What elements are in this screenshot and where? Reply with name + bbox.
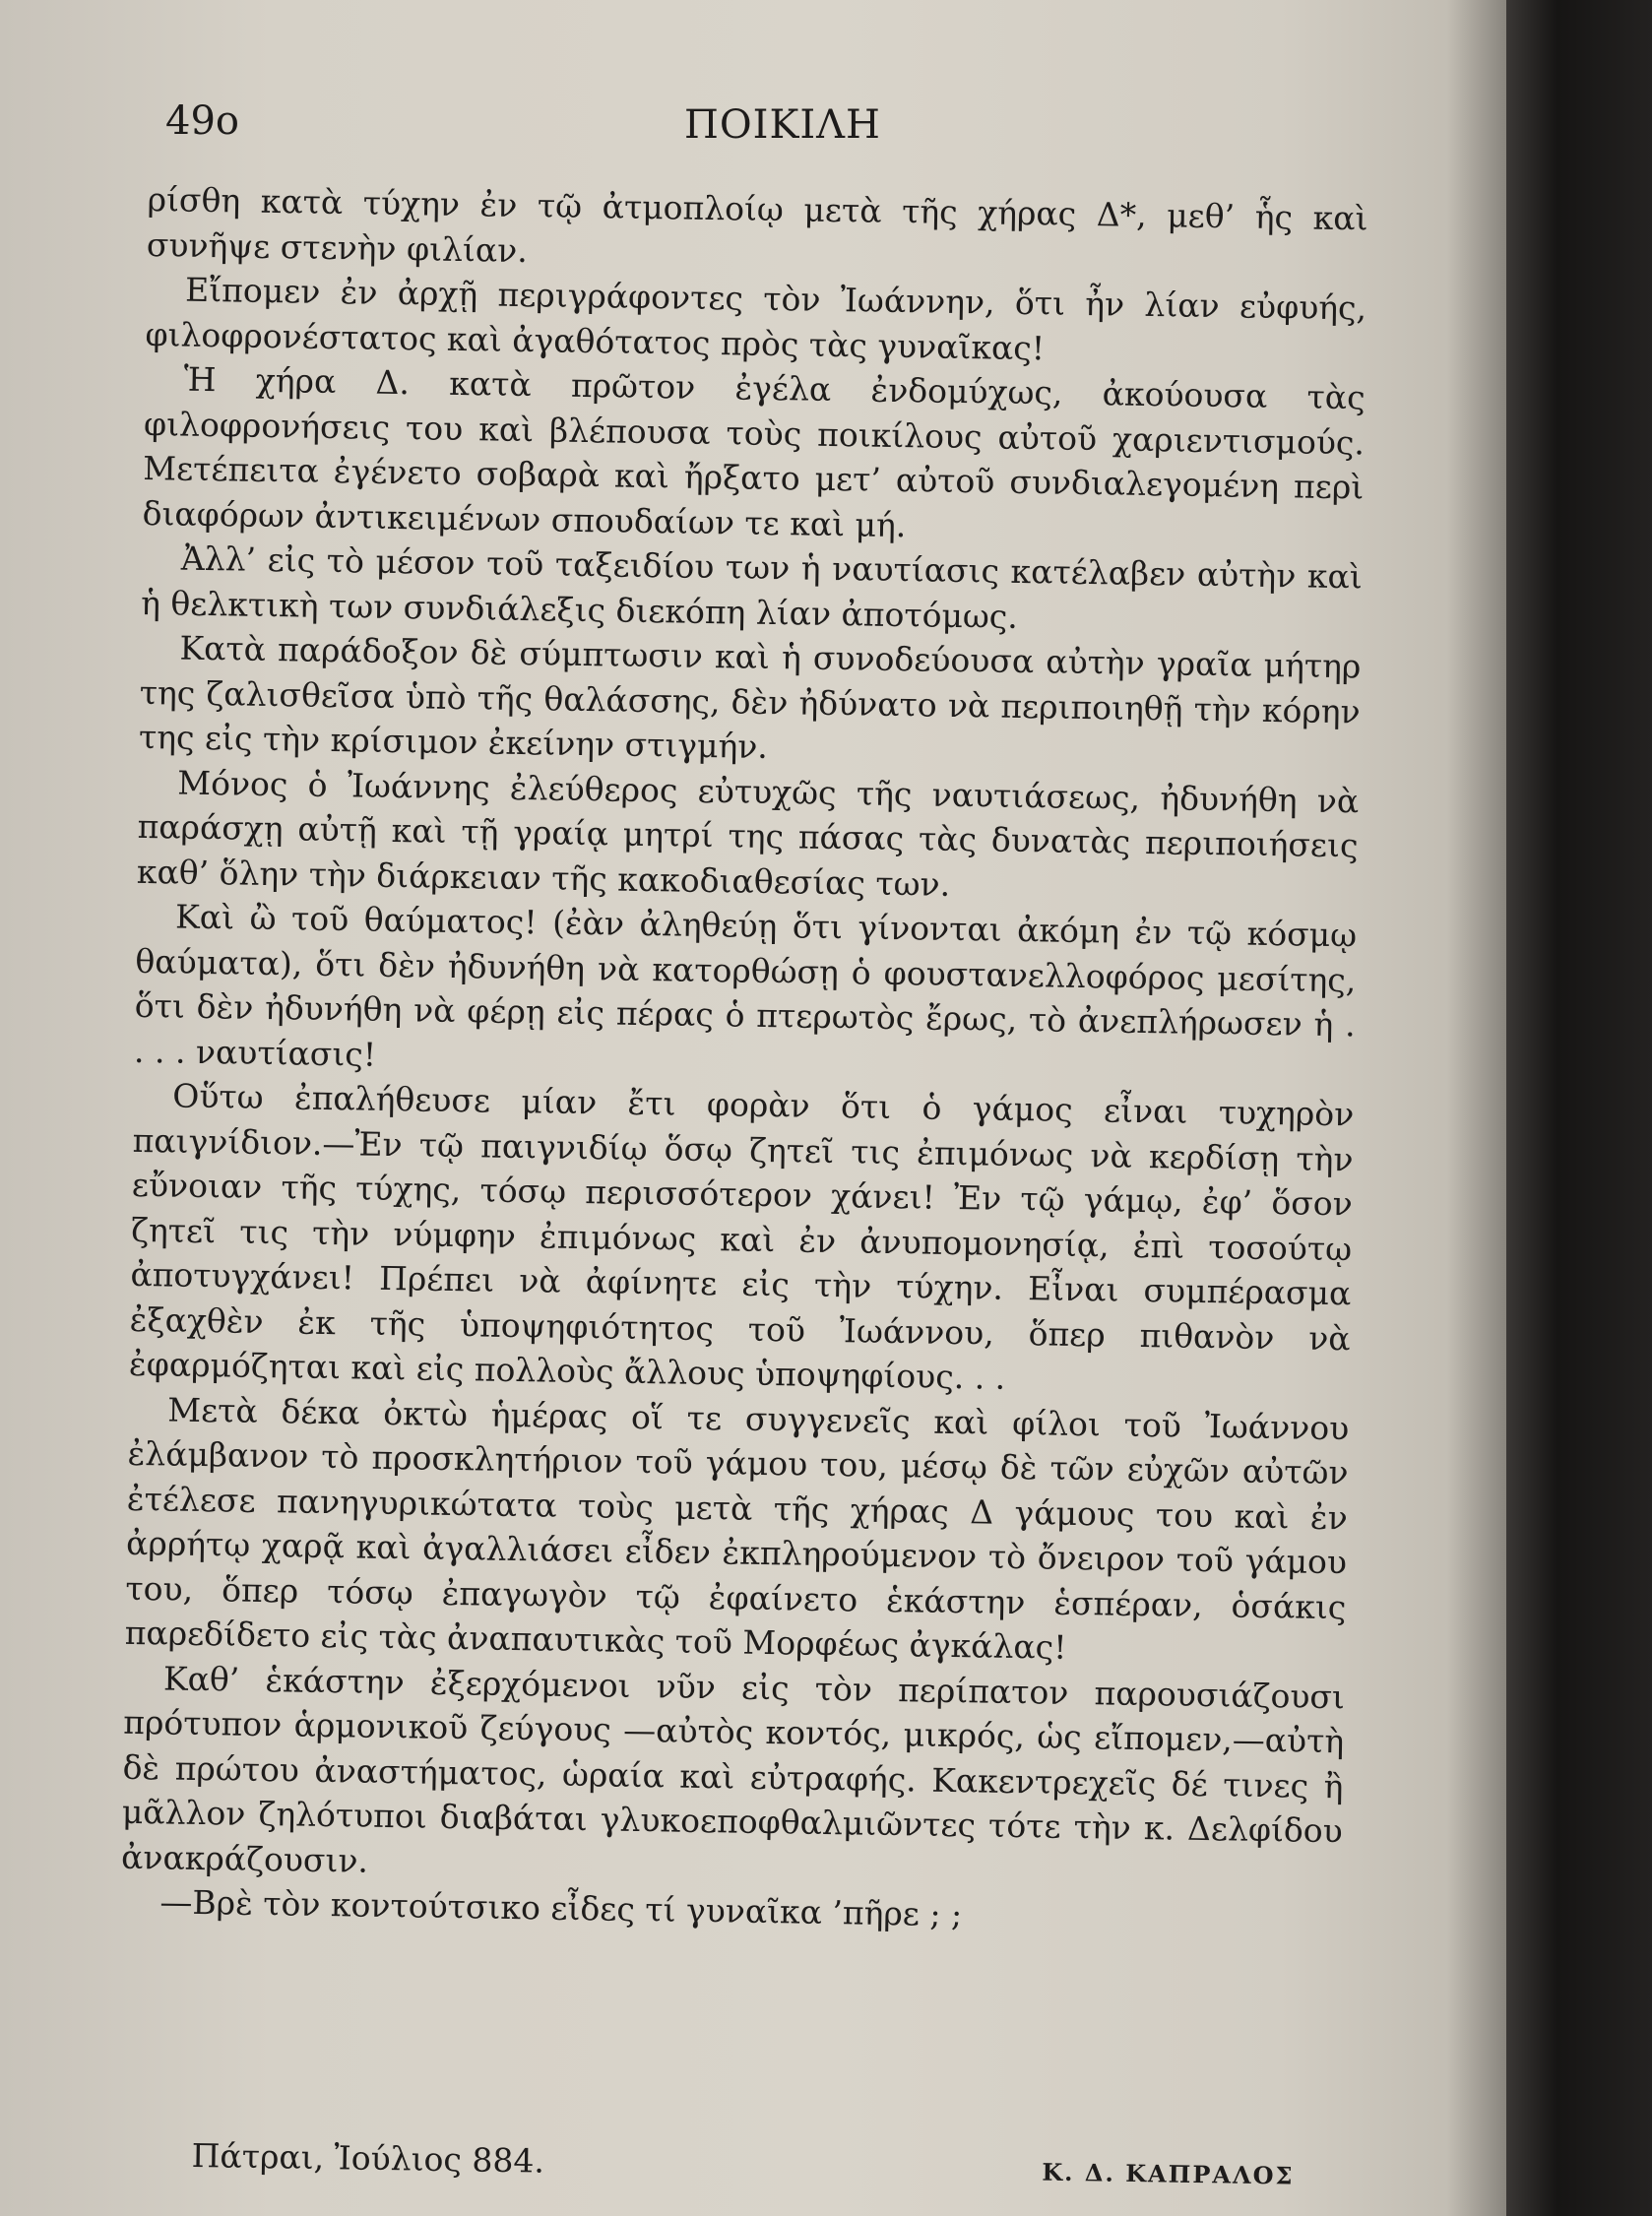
paragraph: Ἡ χήρα Δ. κατὰ πρῶτον ἐγέλα ἐνδομύχως, ἀκούουσα τὰς φιλοφρονήσεις του καὶ βλέπουσα τοὺς ποικίλους αὐτοῦ χαριεντισμούς. Μετέπειτα ἐγένετο σοβαρὰ καὶ ἤρξατο μετ’ αὐτοῦ συνδιαλεγομένη περὶ διαφόρων ἀντικειμένων σπουδαίων τε καὶ μή. bbox=[142, 359, 1366, 544]
author-signature: Κ. Δ. ΚΑΠΡΑΛΟΣ bbox=[1042, 2157, 1295, 2190]
paragraph: Καθ’ ἑκάστην ἐξερχόμενοι νῦν εἰς τὸν περίπατον παρουσιάζουσι πρότυπον ἁρμονικοῦ ζεύγους —αὐτὸς κοντός, μικρός, ὡς εἴπομεν,—αὐτὴ δὲ πρώτου ἀναστήματος, ὡραία καὶ εὐτραφής. Κακεντρεχεῖς δέ τινες ἢ μᾶλλον ζηλότυποι διαβάται γλυκοεποφθαλμιῶντες τότε τὴν κ. Δελφίδου ἀνακράζουσιν. bbox=[120, 1658, 1346, 1880]
paragraph: ρίσθη κατὰ τύχην ἐν τῷ ἀτμοπλοίῳ μετὰ τῆς χήρας Δ*, μεθ’ ἧς καὶ συνῆψε στενὴν φιλίαν. bbox=[146, 179, 1368, 270]
page-footer bbox=[191, 2136, 1295, 2203]
paragraph: Οὕτω ἐπαλήθευσε μίαν ἔτι φορὰν ὅτι ὁ γάμος εἶναι τυχηρὸν παιγνίδιον.—Ἐν τῷ παιγνιδίῳ ὅσῳ ζητεῖ τις ἐπιμόνως νὰ κερδίσῃ τὴν εὔνοιαν τῆς τύχης, τόσῳ περισσότερον χάνει! Ἐν τῷ γάμῳ, ἐφ’ ὅσον ζητεῖ τις τὴν νύμφην ἐπιμόνως καὶ ἐν ἀνυπομονησίᾳ, ἐπὶ τοσούτῳ ἀποτυγχάνει! Πρέπει νὰ ἀφίνητε εἰς τὴν τύχην. Εἶναι συμπέρασμα ἐξαχθὲν ἐκ τῆς ὑποψηφιότητος τοῦ Ἰωάννου, ὅπερ πιθανὸν νὰ ἐφαρμόζηται καὶ εἰς πολλοὺς ἄλλους ὑποψηφίους. . . bbox=[128, 1076, 1355, 1397]
paragraph: Καὶ ὢ τοῦ θαύματος! (ἐὰν ἀληθεύῃ ὅτι γίνονται ἀκόμη ἐν τῷ κόσμῳ θαύματα), ὅτι δὲν ἠδυνήθη νὰ κατορθώσῃ ὁ φουστανελλοφόρος μεσίτης, ὅτι δὲν ἠδυνήθη νὰ φέρῃ εἰς πέρας ὁ πτερωτὸς ἔρως, τὸ ἀνεπλήρωσεν ἡ . . . . ναυτίασις! bbox=[133, 897, 1358, 1074]
paragraph: —Βρὲ τὸν κοντούτσικο εἶδες τί γυναῖκα ’πῆρε ; ; bbox=[159, 1882, 963, 1934]
running-title: ΠΟΙΚΙΛΗ bbox=[684, 102, 881, 148]
page-header bbox=[165, 98, 1386, 158]
paragraph: Κατὰ παράδοξον δὲ σύμπτωσιν καὶ ἡ συνοδεύουσα αὐτὴν γραῖα μήτηρ της ζαλισθεῖσα ὑπὸ τῆς θαλάσσης, δὲν ἠδύνατο νὰ περιποιηθῇ τὴν κόρην της εἰς τὴν κρίσιμον ἐκείνην στιγμήν. bbox=[138, 628, 1362, 766]
paragraph: Μετὰ δέκα ὀκτὼ ἡμέρας οἵ τε συγγενεῖς καὶ φίλοι τοῦ Ἰωάννου ἐλάμβανον τὸ προσκλητήριον τοῦ γάμου του, μέσῳ δὲ τῶν εὐχῶν αὐτῶν ἐτέλεσε πανηγυρικώτατα τοὺς μετὰ τῆς χήρας Δ γάμους του καὶ ἐν ἀρρήτῳ χαρᾷ καὶ ἀγαλλιάσει εἶδεν ἐκπληρούμενον τὸ ὄνειρον τοῦ γάμου του, ὅπερ τόσῳ ἐπαγωγὸν τῷ ἐφαίνετο ἑκάστην ἑσπέραν, ὁσάκις παρεδίδετο εἰς τὰς ἀναπαυτικὰς τοῦ Μορφέως ἀγκάλας! bbox=[124, 1389, 1350, 1667]
paragraph: Μόνος ὁ Ἰωάννης ἐλεύθερος εὐτυχῶς τῆς ναυτιάσεως, ἠδυνήθη νὰ παράσχῃ αὐτῇ καὶ τῇ γραίᾳ μητρί της πάσας τὰς δυνατὰς περιποιήσεις καθ’ ὅλην τὴν διάρκειαν τῆς κακοδιαθεσίας των. bbox=[136, 763, 1360, 904]
paragraph: Ἀλλ’ εἰς τὸ μέσον τοῦ ταξειδίου των ἡ ναυτίασις κατέλαβεν αὐτὴν καὶ ἡ θελκτικὴ των συνδιάλεξις διεκόπη λίαν ἀποτόμως. bbox=[140, 538, 1364, 636]
page-number: 49ο bbox=[165, 98, 239, 144]
place-date: Πάτραι, Ἰούλιος 884. bbox=[191, 2136, 545, 2181]
book-spine-shadow bbox=[1506, 0, 1652, 2216]
article-body bbox=[120, 177, 1368, 1943]
paragraph: Εἴπομεν ἐν ἀρχῇ περιγράφοντες τὸν Ἰωάννην, ὅτι ἦν λίαν εὐφυής, φιλοφρονέστατος καὶ ἀγαθότατος πρὸς τὰς γυναῖκας! bbox=[145, 270, 1367, 367]
